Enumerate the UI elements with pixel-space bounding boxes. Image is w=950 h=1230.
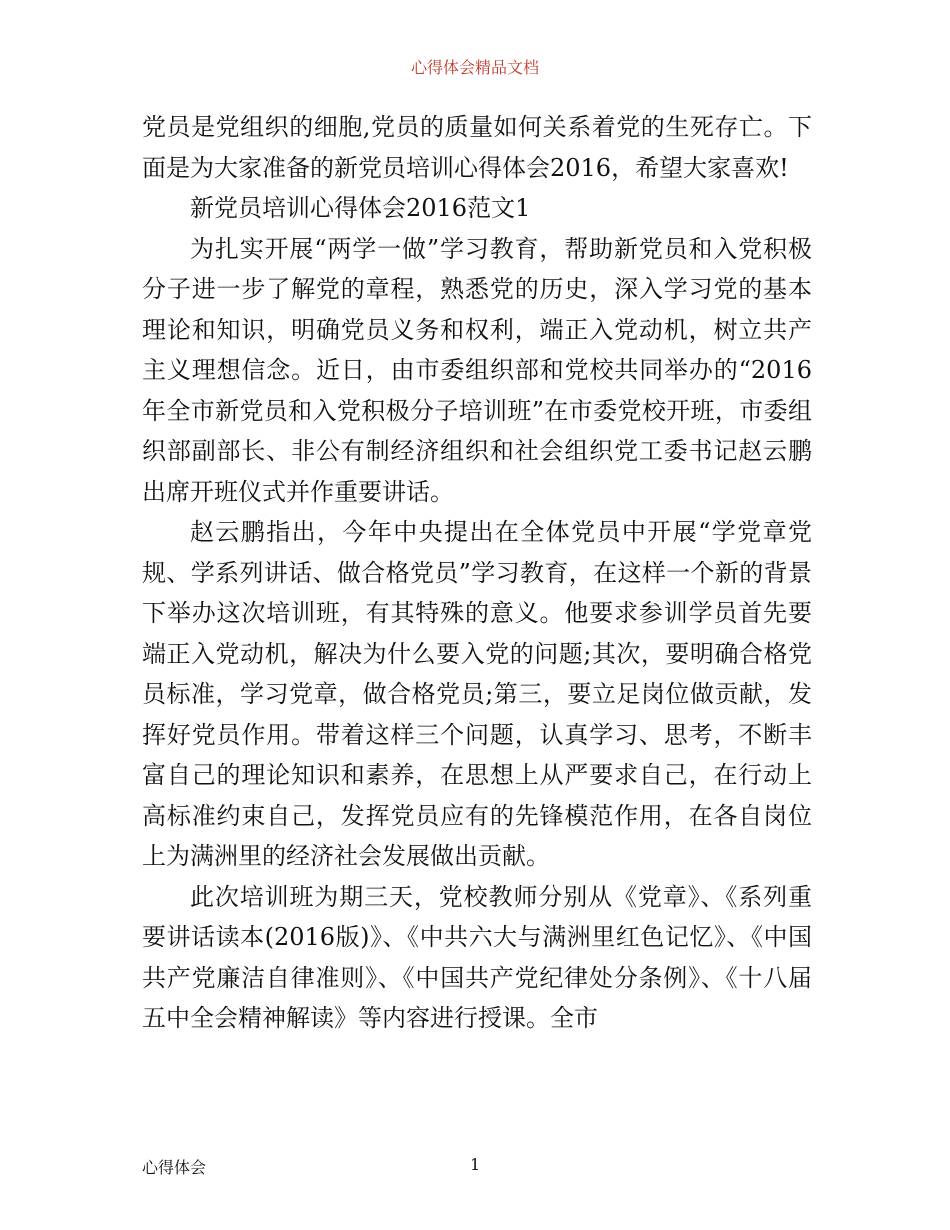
intro-paragraph: 党员是党组织的细胞,党员的质量如何关系着党的生死存亡。下面是为大家准备的新党员培训心得体会2016，希望大家喜欢! [142,113,812,182]
document-body [142,107,812,1039]
body-paragraph: 为扎实开展“两学一做”学习教育，帮助新党员和入党积极分子进一步了解党的章程，熟悉党的历史，深入学习党的基本理论和知识，明确党员义务和权利，端正入党动机，树立共产主义理想信念。近日，由市委组织部和党校共同举办的“2016年全市新党员和入党积极分子培训班”在市委党校开班，市委组织部副部长、非公有制经济组织和社会组织党工委书记赵云鹏出席开班仪式并作重要讲话。 [142,234,812,506]
page-number: 1 [470,1155,481,1174]
section-heading: 新党员培训心得体会2016范文1 [190,194,531,222]
footer-label: 心得体会 [142,1158,207,1177]
body-paragraph: 赵云鹏指出，今年中央提出在全体党员中开展“学党章党规、学系列讲话、做合格党员”学习教育，在这样一个新的背景下举办这次培训班，有其特殊的意义。他要求参训学员首先要端正入党动机，解决为什么要入党的问题;其次，要明确合格党员标准，学习党章，做合格党员;第三，要立足岗位做贡献，发挥好党员作用。带着这样三个问题，认真学习、思考，不断丰富自己的理论知识和素养，在思想上从严要求自己，在行动上高标准约束自己，发挥党员应有的先锋模范作用，在各自岗位上为满洲里的经济社会发展做出贡献。 [142,518,812,870]
document-header: 心得体会精品文档 [410,58,539,77]
body-paragraph: 此次培训班为期三天，党校教师分别从《党章》、《系列重要讲话读本(2016版)》、《中共六大与满洲里红色记忆》、《中国共产党廉洁自律准则》、《中国共产党纪律处分条例》、《十八届五中全会精神解读》等内容进行授课。全市 [142,882,812,1032]
